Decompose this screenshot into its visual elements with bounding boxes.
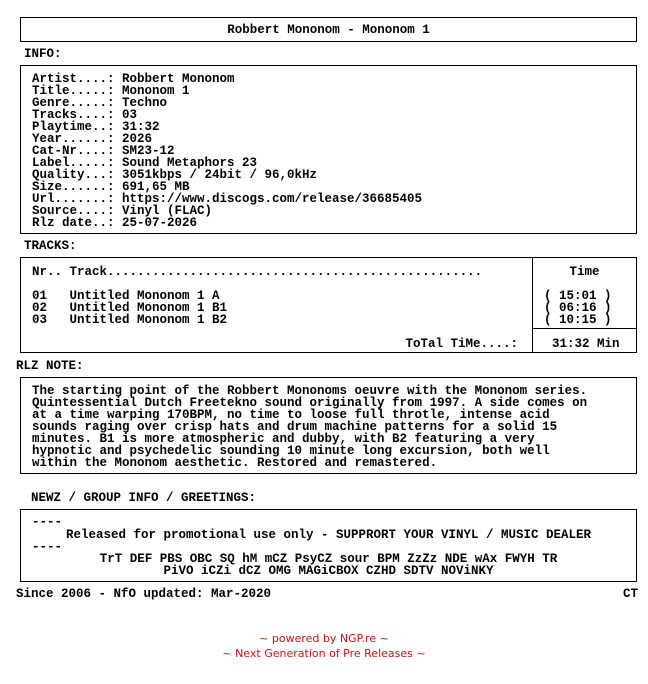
info-line: Genre.....: Techno: [32, 96, 168, 110]
note-line: hypnotic and psychedelic sounding 10 minute long excursion, both well: [32, 444, 550, 458]
total-divider: [532, 328, 637, 329]
title-box: [20, 17, 637, 42]
info-heading: INFO:: [24, 47, 62, 61]
info-line: Size......: 691,65 MB: [32, 180, 190, 194]
note-line: Quintessential Dutch Freetekno sound originally from 1997. A side comes on: [32, 396, 588, 410]
powered-by: ~ powered by NGP.re ~: [259, 632, 389, 645]
note-line: within the Mononom aesthetic. Restored and remastered.: [32, 456, 438, 470]
newz-box: [20, 509, 637, 582]
info-line: Cat-Nr....: SM23-12: [32, 144, 175, 158]
track-time: ( 06:16 ): [544, 301, 612, 315]
info-line: Url.......: https://www.discogs.com/release/36685405: [32, 192, 423, 206]
time-list: [544, 290, 612, 326]
time-header: Time: [569, 265, 600, 279]
dash-bottom: ----: [32, 540, 63, 554]
total-time-value: 31:32 Min: [552, 337, 620, 351]
track-row: 02 Untitled Mononom 1 B1: [32, 301, 228, 315]
footer-updated: Since 2006 - NfO updated: Mar-2020: [16, 587, 272, 601]
note-lines: [32, 385, 587, 469]
note-line: minutes. B1 is more atmospheric and dubby, with B2 featuring a very: [32, 432, 535, 446]
release-title: Robbert Mononom - Mononom 1: [227, 23, 430, 37]
note-line: sounds raging over crisp hats and drum machine patterns for a solid 15: [32, 420, 558, 434]
dash-top: ----: [32, 515, 63, 529]
info-line: Quality...: 3051kbps / 24bit / 96,0kHz: [32, 168, 318, 182]
powered-tagline: ~ Next Generation of Pre Releases ~: [222, 647, 426, 660]
greetings-line-2: PiVO iCZi dCZ OMG MAGiCBOX CZHD SDTV NOViNKY: [163, 564, 494, 578]
greetings-line-1: TrT DEF PBS OBC SQ hM mCZ PsyCZ sour BPM ZzZz NDE wAx FWYH TR: [99, 552, 558, 566]
tracks-box: [20, 257, 533, 353]
track-time: ( 10:15 ): [544, 313, 612, 327]
footer-signature: CT: [622, 587, 638, 601]
tracks-heading: TRACKS:: [24, 239, 77, 253]
track-list: [32, 290, 227, 326]
note-heading: RLZ NOTE:: [16, 359, 84, 373]
info-line: Artist....: Robbert Mononom: [32, 72, 235, 86]
info-line: Playtime..: 31:32: [32, 120, 160, 134]
note-line: The starting point of the Robbert Mononoms oeuvre with the Mononom series.: [32, 384, 588, 398]
info-line: Title.....: Mononom 1: [32, 84, 190, 98]
total-time-label: ToTal TiMe....:: [405, 337, 518, 351]
track-time: ( 15:01 ): [544, 289, 612, 303]
info-box: [20, 65, 637, 234]
info-lines: [32, 73, 422, 229]
info-line: Source....: Vinyl (FLAC): [32, 204, 213, 218]
track-row: 01 Untitled Mononom 1 A: [32, 289, 220, 303]
tracks-header: Nr.. Track..................................................: [32, 265, 483, 279]
info-line: Label.....: Sound Metaphors 23: [32, 156, 258, 170]
newz-heading: NEWZ / GROUP INFO / GREETINGS:: [31, 491, 257, 505]
promo-line: Released for promotional use only - SUPPRORT YOUR VINYL / MUSIC DEALER: [65, 528, 592, 542]
info-line: Year......: 2026: [32, 132, 153, 146]
note-box: [20, 377, 637, 474]
info-line: Rlz date..: 25-07-2026: [32, 216, 198, 230]
info-line: Tracks....: 03: [32, 108, 138, 122]
note-line: at a time warping 170BPM, no time to loose full throtle, intense acid: [32, 408, 550, 422]
track-row: 03 Untitled Mononom 1 B2: [32, 313, 228, 327]
time-box: [532, 257, 637, 353]
